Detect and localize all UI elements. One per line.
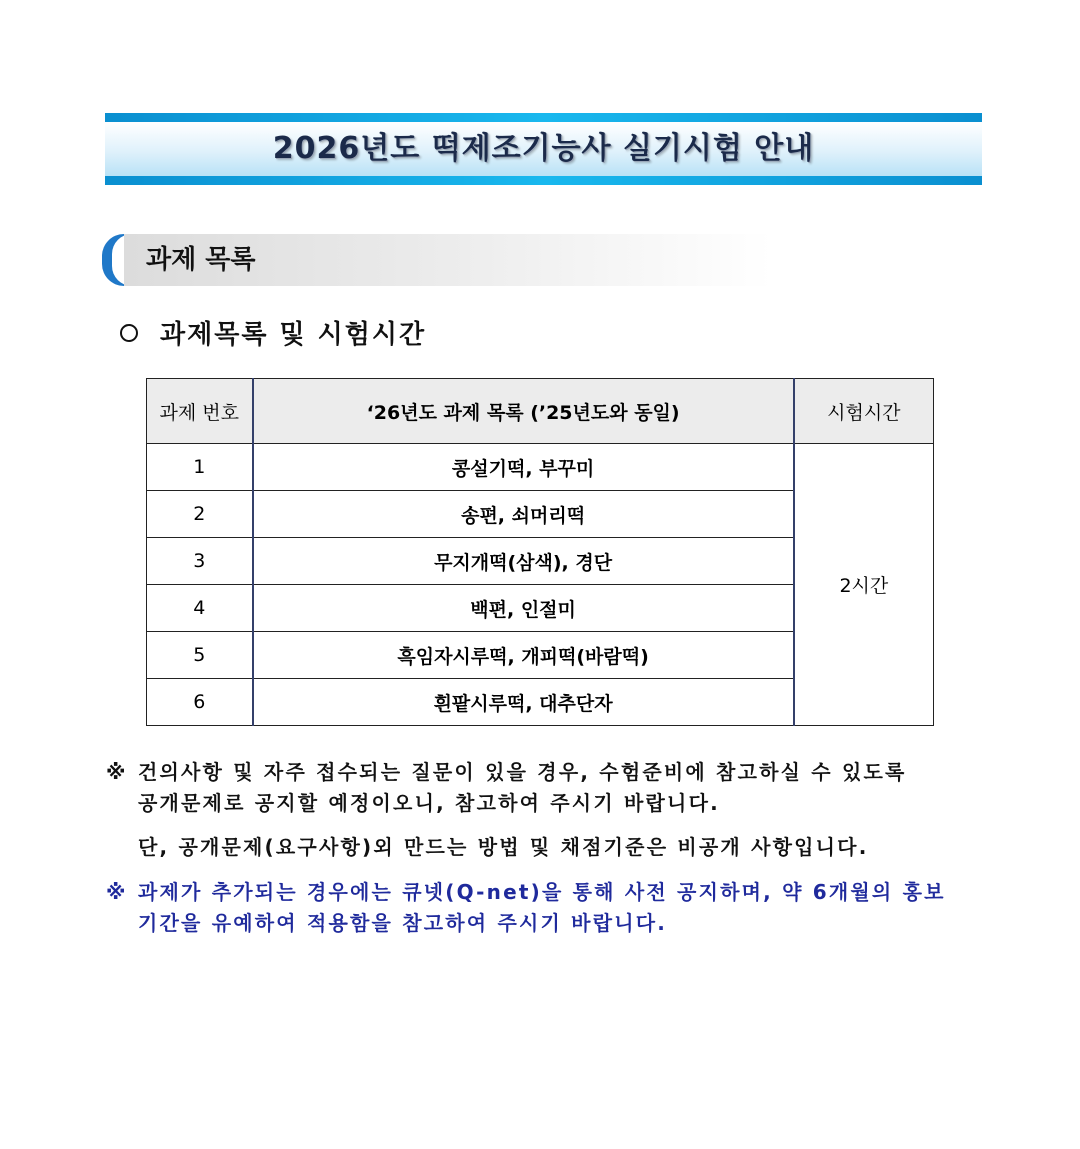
task-number: 2	[147, 491, 253, 538]
note-1-line-2: 공개문제로 공지할 예정이오니, 참고하여 주시기 바랍니다.	[138, 791, 720, 815]
circle-bullet-icon	[120, 324, 138, 342]
task-number: 3	[147, 538, 253, 585]
task-name: 송편, 쇠머리떡	[253, 491, 794, 538]
note-3-line-2: 기간을 유예하여 적용함을 참고하여 주시기 바랍니다.	[138, 911, 668, 935]
page-title: 2026년도 떡제조기능사 실기시험 안내	[272, 131, 815, 166]
sub-heading-text: 과제목록 및 시험시간	[160, 320, 427, 350]
header-exam-time: 시험시간	[794, 379, 934, 444]
task-number: 5	[147, 632, 253, 679]
sub-heading	[120, 314, 426, 351]
note-disclaimer: 단, 공개문제(요구사항)외 만드는 방법 및 채점기준은 비공개 사항입니다.	[138, 835, 869, 859]
table-header-row	[147, 379, 934, 444]
task-number: 4	[147, 585, 253, 632]
table-row	[147, 444, 934, 491]
title-banner	[105, 113, 982, 185]
section-label: 과제 목록	[146, 245, 256, 275]
note-1-line-1: 건의사항 및 자주 접수되는 질문이 있을 경우, 수험준비에 참고하실 수 있도록	[138, 760, 907, 784]
reference-mark-icon: ※	[106, 760, 128, 784]
task-name: 흑임자시루떡, 개피떡(바람떡)	[253, 632, 794, 679]
exam-time-value: 2시간	[794, 444, 934, 726]
task-number: 1	[147, 444, 253, 491]
task-name: 백편, 인절미	[253, 585, 794, 632]
task-name: 무지개떡(삼색), 경단	[253, 538, 794, 585]
note-3-line-1: 과제가 추가되는 경우에는 큐넷(Q-net)을 통해 사전 공지하며, 약 6개월의 홍보	[138, 880, 946, 904]
section-header	[102, 234, 772, 286]
title-banner-top-bar	[105, 113, 982, 122]
note-task-addition	[106, 877, 976, 939]
task-table	[146, 378, 934, 726]
note-suggestions	[106, 757, 976, 819]
header-task-number: 과제 번호	[147, 379, 253, 444]
task-number: 6	[147, 679, 253, 726]
task-name: 흰팥시루떡, 대추단자	[253, 679, 794, 726]
header-task-list: ‘26년도 과제 목록 (’25년도와 동일)	[253, 379, 794, 444]
title-banner-bottom-bar	[105, 176, 982, 185]
reference-mark-icon: ※	[106, 880, 128, 904]
task-name: 콩설기떡, 부꾸미	[253, 444, 794, 491]
